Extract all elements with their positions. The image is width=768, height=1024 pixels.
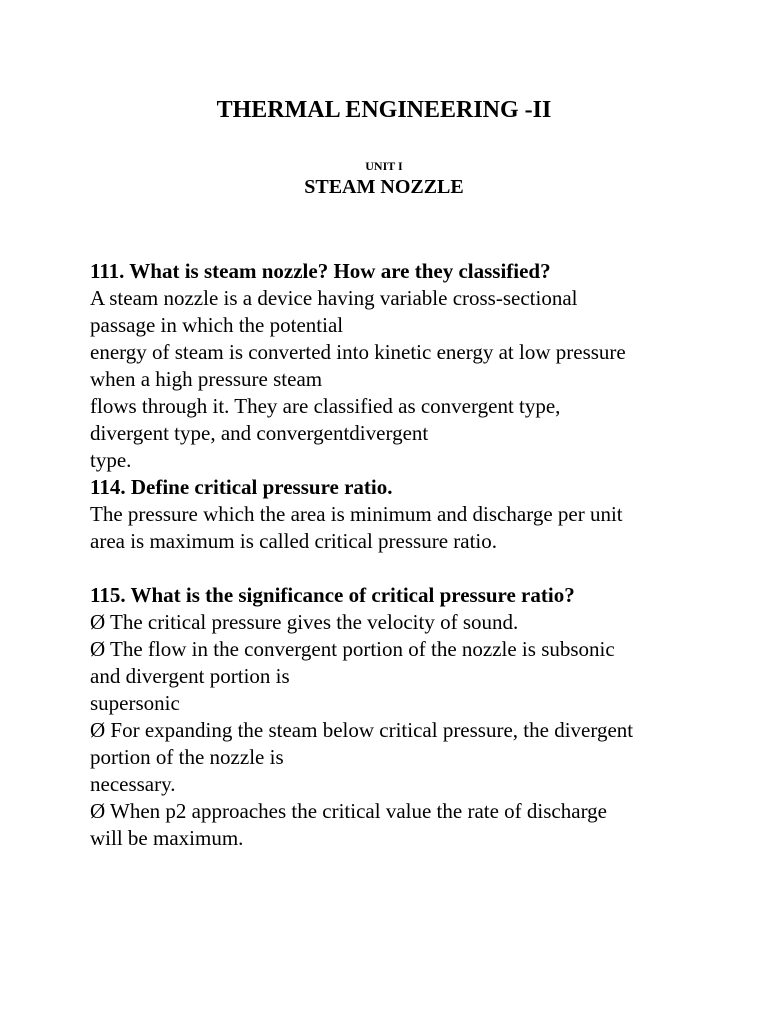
document-title: THERMAL ENGINEERING -II xyxy=(216,97,552,123)
answer-line: Ø For expanding the steam below critical pressure, the divergent xyxy=(90,718,634,742)
question-heading: 115. What is the significance of critical pressure ratio? xyxy=(90,583,575,607)
question-heading: 114. Define critical pressure ratio. xyxy=(90,475,393,499)
answer-line: passage in which the potential xyxy=(90,313,344,337)
answer-line: necessary. xyxy=(90,772,176,796)
paragraph-gap xyxy=(90,555,690,582)
answer-line: Ø The critical pressure gives the velocity of sound. xyxy=(90,610,519,634)
answer-line: energy of steam is converted into kinetic energy at low pressure xyxy=(90,340,626,364)
answer-line: Ø When p2 approaches the critical value the rate of discharge xyxy=(90,799,608,823)
answer-line: and divergent portion is xyxy=(90,664,290,688)
chapter-title: STEAM NOZZLE xyxy=(304,176,464,198)
answer-line: when a high pressure steam xyxy=(90,367,323,391)
unit-label: UNIT I xyxy=(365,159,403,173)
answer-line: will be maximum. xyxy=(90,826,244,850)
answer-line: type. xyxy=(90,448,132,472)
question-heading: 111. What is steam nozzle? How are they classified? xyxy=(90,259,551,283)
answer-line: Ø The flow in the convergent portion of the nozzle is subsonic xyxy=(90,637,615,661)
answer-line: divergent type, and convergentdivergent xyxy=(90,421,429,445)
answer-line: area is maximum is called critical pressure ratio. xyxy=(90,529,498,553)
document-body xyxy=(90,258,690,852)
answer-line: portion of the nozzle is xyxy=(90,745,284,769)
answer-line: supersonic xyxy=(90,691,180,715)
answer-line: flows through it. They are classified as convergent type, xyxy=(90,394,561,418)
answer-line: The pressure which the area is minimum and discharge per unit xyxy=(90,502,623,526)
answer-line: A steam nozzle is a device having variable cross-sectional xyxy=(90,286,578,310)
